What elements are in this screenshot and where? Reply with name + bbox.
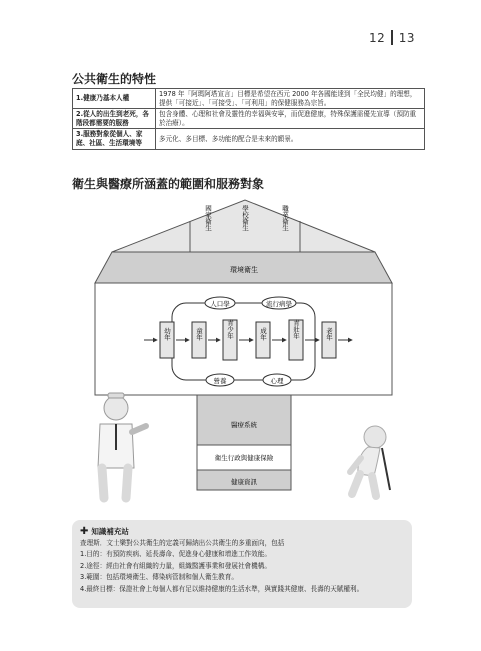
knowledge-item: 2.途徑：經由社會有組織的力量，組織醫護事業和發展社會機構。 — [80, 561, 271, 570]
stage-box — [289, 318, 303, 360]
foundation-medical: 醫療系統 — [231, 421, 257, 429]
stage-box — [192, 322, 206, 358]
oval-epidemiology-label: 流行病學 — [266, 300, 292, 308]
knowledge-item: 1.目的：有預防疾病、延長壽命、促進身心健康和增進工作效能。 — [80, 550, 271, 559]
table-row — [73, 89, 425, 109]
table-cell-value: 1978 年「阿瑪阿塔宣言」目標是希望在西元 2000 年各國能達到「全民均健」的理想，提供「可接近」、「可接受」、「可利用」的保健服務為宗旨。 — [156, 89, 425, 109]
foundation-information: 健康資訊 — [231, 478, 257, 486]
roof-label-national: 國家衛生 — [204, 205, 212, 231]
table-row — [73, 109, 425, 129]
foundation-administration: 衛生行政與健康保險 — [214, 454, 274, 462]
knowledge-title-row — [80, 526, 404, 538]
table-cell-key: 3.服務對象從個人、家庭、社區、生活環境等 — [73, 129, 156, 149]
knowledge-title: 知識補充站 — [91, 527, 129, 536]
table-cell-key: 1.健康乃基本人權 — [73, 89, 156, 109]
plus-icon: ✚ — [80, 526, 89, 537]
stage-label: 幼年 — [163, 327, 171, 341]
page-number-divider — [391, 30, 393, 45]
foundation — [197, 395, 291, 490]
stage-label: 老年 — [325, 327, 333, 341]
table-cell-key: 2.從人的出生到老死，各階段都需要的服務 — [73, 109, 156, 129]
stage-label: 青少年 — [226, 319, 234, 339]
roof-label-occupational: 職業衛生 — [281, 205, 289, 231]
stage-box — [256, 322, 270, 358]
stage-box — [160, 322, 174, 358]
page-number — [369, 30, 415, 45]
roof-label-school: 學校衛生 — [241, 205, 249, 231]
characteristics-table — [72, 88, 425, 150]
house-body — [95, 283, 392, 395]
oval-demography-label: 人口學 — [210, 300, 230, 308]
public-health-house-diagram — [72, 190, 417, 515]
page-number-right: 13 — [398, 31, 415, 45]
knowledge-intro: 查理斯．文士樂對公共衛生的定義可歸納出公共衛生的多重面向，包括 — [80, 538, 285, 547]
stage-box — [223, 318, 237, 360]
oval-nutrition-label: 營養 — [213, 377, 227, 385]
section-title-characteristics: 公共衛生的特性 — [72, 72, 157, 86]
stage-box — [322, 322, 336, 358]
table-cell-value: 多元化、多目標、多功能的配合是未來的願景。 — [156, 129, 425, 149]
page-number-left: 12 — [368, 31, 386, 45]
stage-label: 青壯年 — [292, 319, 300, 339]
table-row — [73, 129, 425, 149]
doctor-figure-illustration — [98, 393, 146, 498]
knowledge-item: 4.最終目標：保證社會上每個人都有足以維持健康的生活水準，與實踐其健康、長壽的天賦權利。 — [80, 584, 364, 593]
stage-label: 成年 — [259, 327, 267, 341]
knowledge-item: 3.範圍：包括環境衛生、傳染病管制和個人衛生教育。 — [80, 573, 238, 582]
environment-label: 環境衛生 — [230, 266, 258, 274]
knowledge-box — [72, 520, 412, 608]
table-cell-value: 包含身體、心理和社會及靈性的幸福與安寧，而促進健康，特殊保護需優先宣導（預防重於治療）。 — [156, 109, 425, 129]
section-title-scope: 衛生與醫療所涵蓋的範圍和服務對象 — [72, 177, 265, 191]
oval-psychology-label: 心理 — [270, 377, 284, 385]
stage-label: 童年 — [195, 327, 203, 341]
elder-with-cane-illustration — [350, 426, 390, 496]
